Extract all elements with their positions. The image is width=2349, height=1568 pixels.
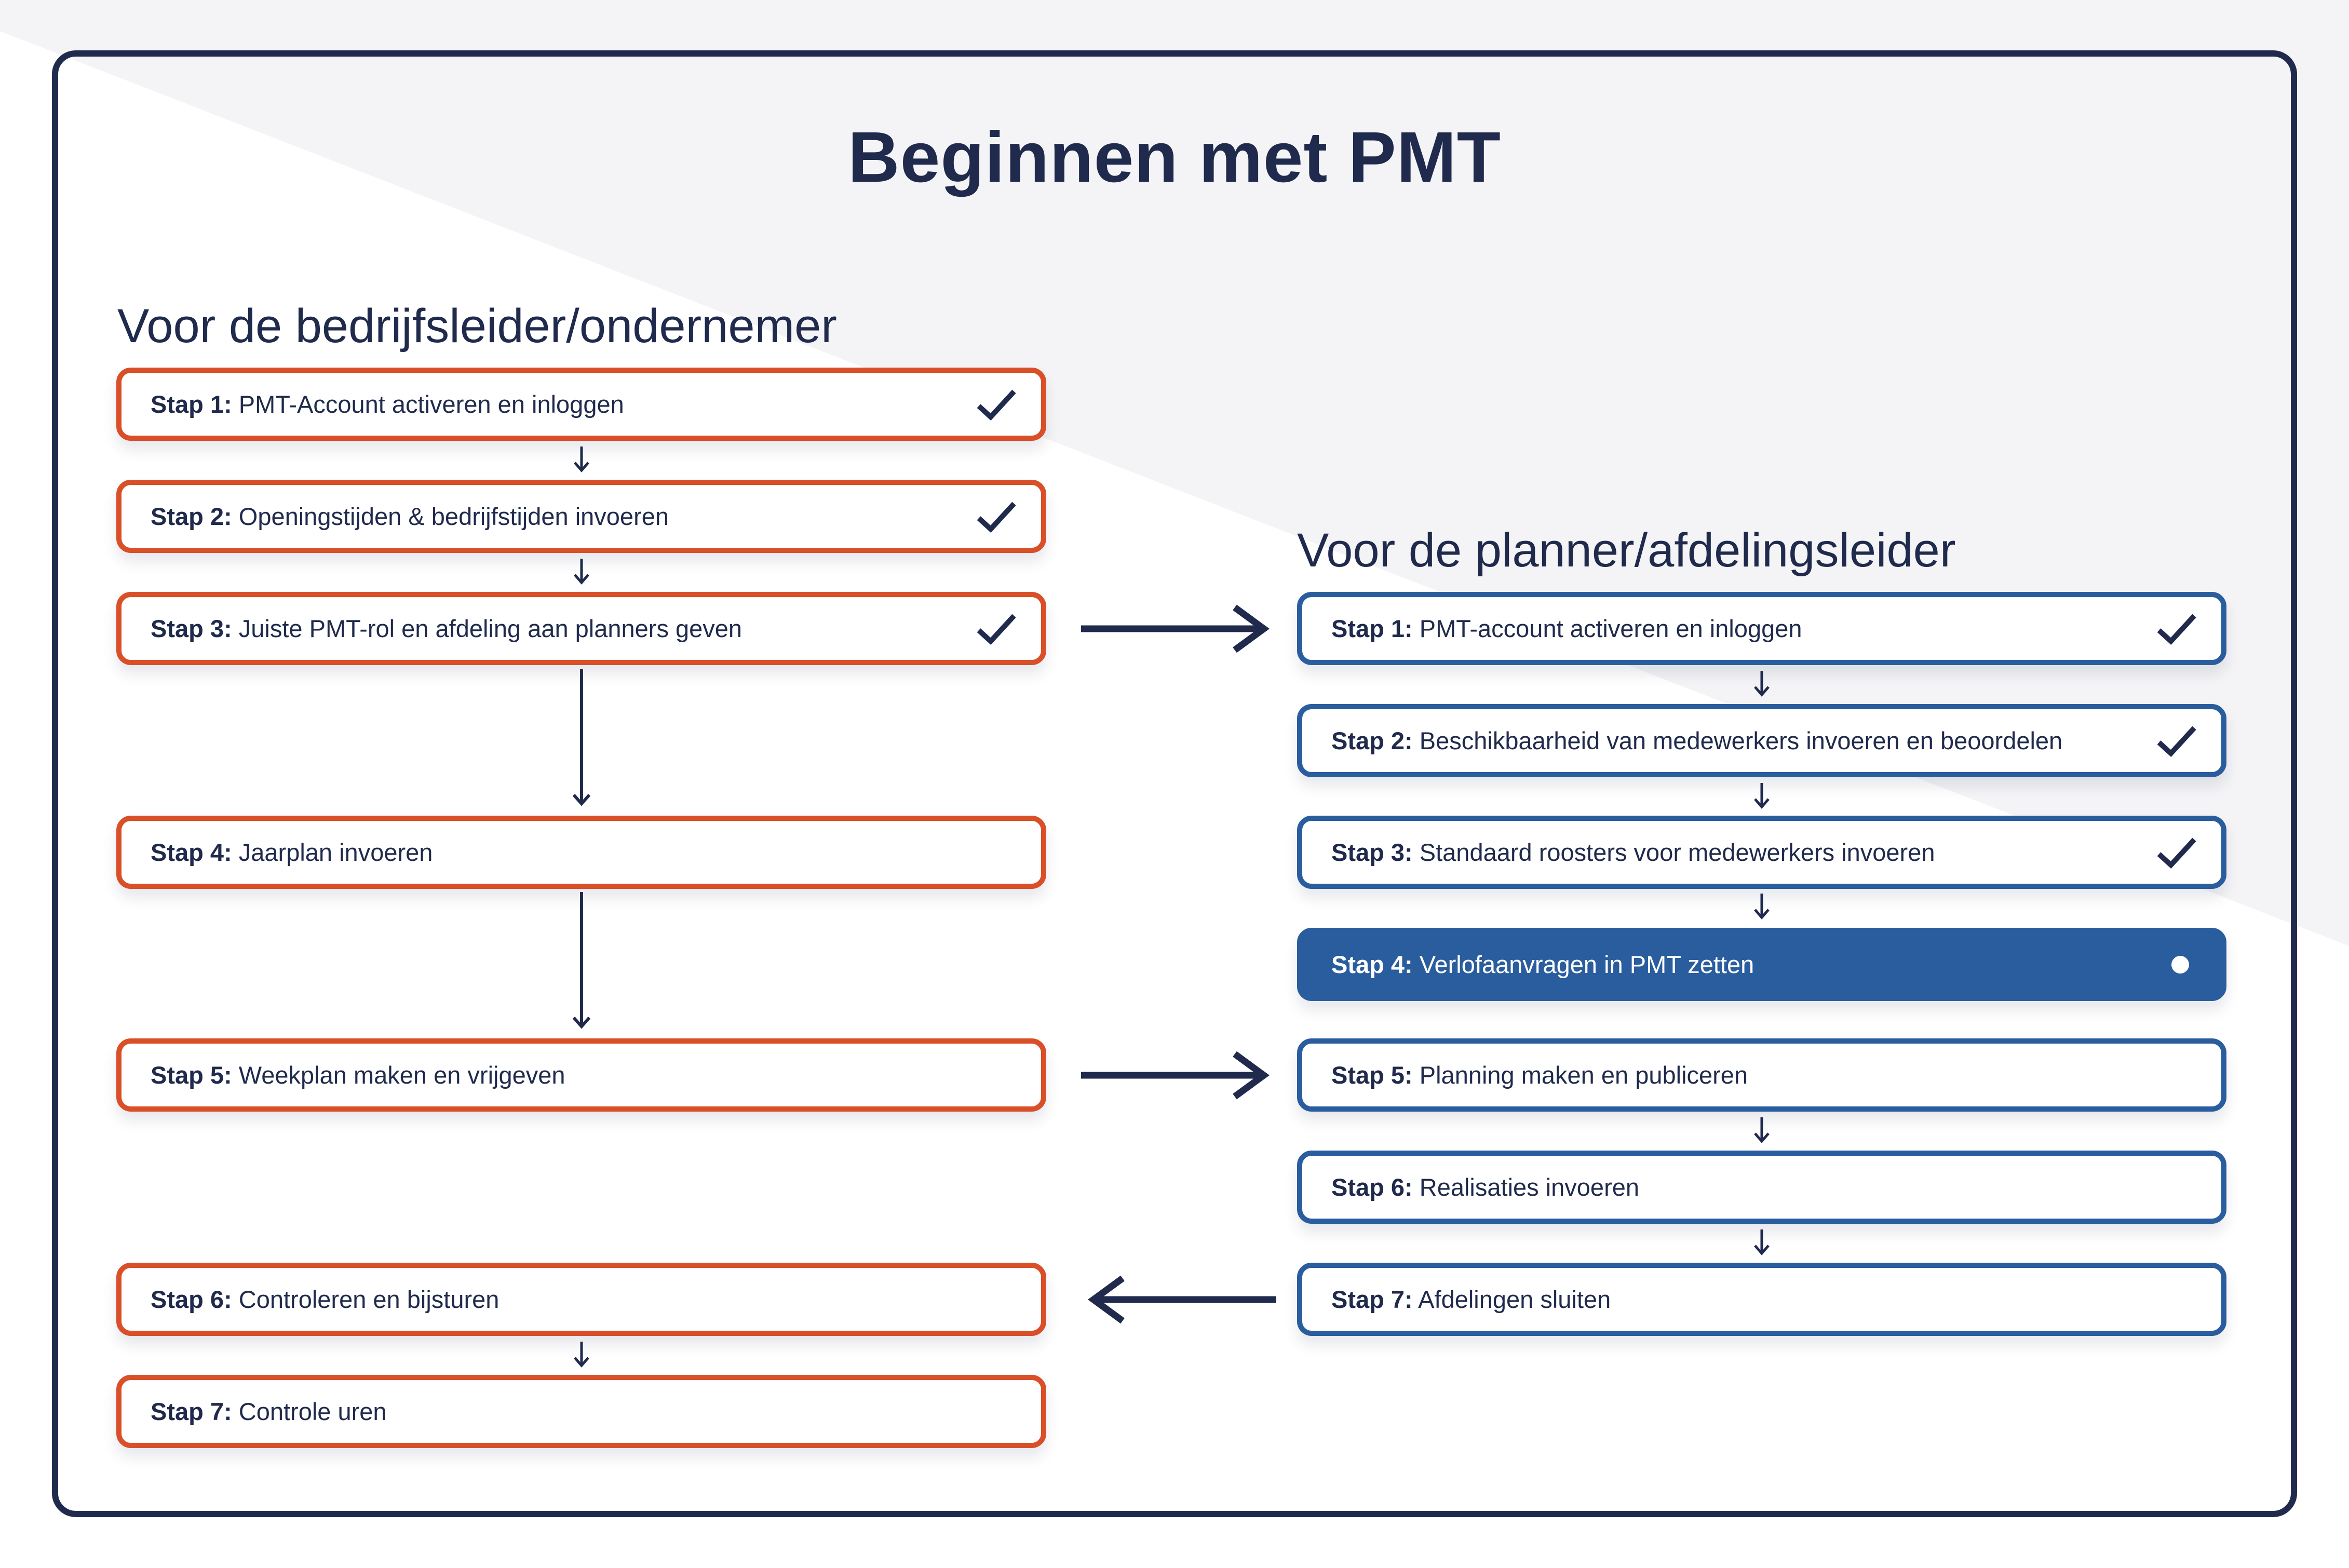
current-step-dot xyxy=(2171,956,2189,974)
step-label: Stap 7: Afdelingen sluiten xyxy=(1331,1286,1611,1313)
right-step-5 xyxy=(1297,1038,2226,1112)
right-step-2 xyxy=(1297,704,2226,777)
right-column-header: Voor de planner/afdelingsleider xyxy=(1297,524,1956,577)
right-step-3 xyxy=(1297,816,2226,889)
arrow-down-icon xyxy=(571,1341,592,1371)
step-label: Stap 3: Standaard roosters voor medewerkers invoeren xyxy=(1331,839,1935,866)
checkmark-icon xyxy=(976,612,1017,645)
arrow-left-icon xyxy=(1080,1268,1277,1331)
step-label: Stap 1: PMT-Account activeren en inloggen xyxy=(151,390,624,418)
checkmark-icon xyxy=(2156,724,2197,758)
step-label: Stap 7: Controle uren xyxy=(151,1398,387,1425)
checkmark-icon xyxy=(2156,836,2197,869)
step-label: Stap 4: Verlofaanvragen in PMT zetten xyxy=(1331,951,1754,978)
right-step-6 xyxy=(1297,1151,2226,1224)
arrow-down-icon xyxy=(571,558,592,588)
arrow-right-icon xyxy=(1080,1044,1277,1106)
checkmark-icon xyxy=(2156,612,2197,645)
arrow-down-icon xyxy=(571,669,592,812)
right-step-1 xyxy=(1297,592,2226,665)
step-label: Stap 1: PMT-account activeren en inloggen xyxy=(1331,615,1802,642)
checkmark-icon xyxy=(976,388,1017,421)
right-step-4-current xyxy=(1297,928,2226,1001)
left-step-7 xyxy=(116,1375,1046,1448)
checkmark-icon xyxy=(976,500,1017,533)
page-title: Beginnen met PMT xyxy=(847,117,1502,197)
arrow-down-icon xyxy=(1751,782,1772,812)
step-label: Stap 6: Controleren en bijsturen xyxy=(151,1286,500,1313)
arrow-down-icon xyxy=(571,892,592,1034)
arrow-down-icon xyxy=(1751,893,1772,923)
step-label: Stap 3: Juiste PMT-rol en afdeling aan planners geven xyxy=(151,615,743,642)
arrow-right-icon xyxy=(1080,598,1277,660)
arrow-down-icon xyxy=(571,445,592,476)
left-step-1 xyxy=(116,368,1046,441)
left-step-4 xyxy=(116,816,1046,889)
step-label: Stap 6: Realisaties invoeren xyxy=(1331,1173,1639,1201)
step-label: Stap 5: Weekplan maken en vrijgeven xyxy=(151,1061,565,1089)
left-step-5 xyxy=(116,1038,1046,1112)
step-label: Stap 4: Jaarplan invoeren xyxy=(151,839,433,866)
step-label: Stap 5: Planning maken en publiceren xyxy=(1331,1061,1748,1089)
arrow-down-icon xyxy=(1751,1116,1772,1146)
step-label: Stap 2: Beschikbaarheid van medewerkers invoeren en beoordelen xyxy=(1331,727,2063,754)
left-step-2 xyxy=(116,480,1046,553)
left-step-3 xyxy=(116,592,1046,665)
arrow-down-icon xyxy=(1751,670,1772,700)
step-label: Stap 2: Openingstijden & bedrijfstijden invoeren xyxy=(151,503,669,530)
left-step-6 xyxy=(116,1263,1046,1336)
left-column-header: Voor de bedrijfsleider/ondernemer xyxy=(117,300,837,353)
right-step-7 xyxy=(1297,1263,2226,1336)
arrow-down-icon xyxy=(1751,1228,1772,1259)
